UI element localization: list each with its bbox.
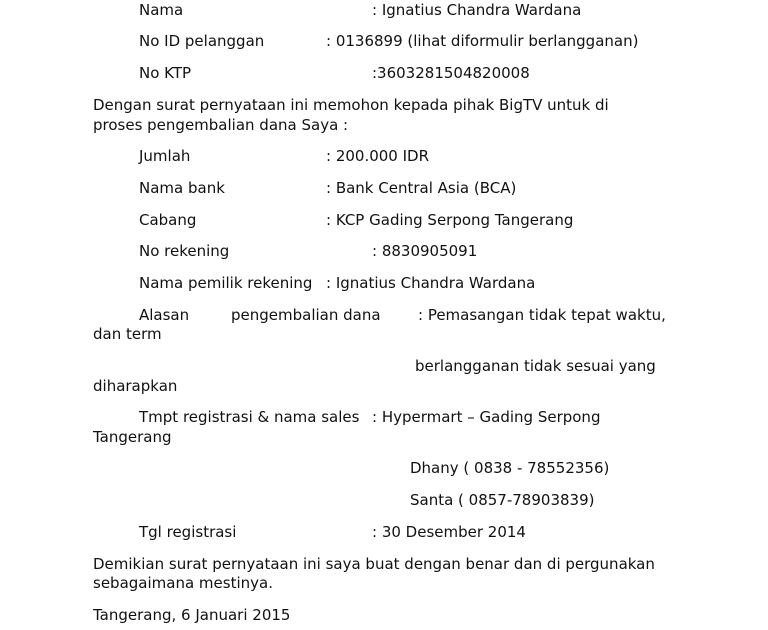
cabang-label: Cabang bbox=[139, 211, 197, 229]
jumlah-label: Jumlah bbox=[139, 147, 191, 165]
bank-label: Nama bank bbox=[139, 179, 225, 197]
intro-line-1: Dengan surat pernyataan ini memohon kepada pihak BigTV untuk di bbox=[93, 96, 609, 114]
sales-2: Santa ( 0857-78903839) bbox=[410, 491, 595, 509]
no-ktp-value: :3603281504820008 bbox=[372, 64, 530, 82]
no-id-value: : 0136899 (lihat diformulir berlangganan) bbox=[326, 32, 639, 50]
alasan-value-1: : Pemasangan tidak tepat waktu, bbox=[418, 306, 666, 324]
place-date: Tangerang, 6 Januari 2015 bbox=[93, 606, 291, 624]
pemilik-label: Nama pemilik rekening bbox=[139, 274, 313, 292]
alasan-value-3: berlangganan tidak sesuai yang bbox=[415, 357, 656, 375]
alasan-label-1: Alasan bbox=[139, 306, 190, 324]
rekening-label: No rekening bbox=[139, 242, 230, 260]
tgl-registrasi-label: Tgl registrasi bbox=[139, 523, 237, 541]
alasan-value-2: dan term bbox=[93, 325, 162, 343]
intro-line-2: proses pengembalian dana Saya : bbox=[93, 116, 349, 134]
bank-value: : Bank Central Asia (BCA) bbox=[326, 179, 517, 197]
cabang-value: : KCP Gading Serpong Tangerang bbox=[326, 211, 574, 229]
closing-line-2: sebagaimana mestinya. bbox=[93, 574, 273, 592]
no-id-label: No ID pelanggan bbox=[139, 32, 265, 50]
tmpt-registrasi-value-2: Tangerang bbox=[93, 428, 172, 446]
tmpt-registrasi-label: Tmpt registrasi & nama sales bbox=[139, 408, 360, 426]
tmpt-registrasi-value-1: : Hypermart – Gading Serpong bbox=[372, 408, 601, 426]
pemilik-value: : Ignatius Chandra Wardana bbox=[326, 274, 536, 292]
nama-label: Nama bbox=[139, 1, 184, 19]
sales-1: Dhany ( 0838 - 78552356) bbox=[410, 459, 610, 477]
alasan-value-4: diharapkan bbox=[93, 377, 178, 395]
jumlah-value: : 200.000 IDR bbox=[326, 147, 430, 165]
tgl-registrasi-value: : 30 Desember 2014 bbox=[372, 523, 526, 541]
closing-line-1: Demikian surat pernyataan ini saya buat dengan benar dan di pergunakan bbox=[93, 555, 655, 573]
rekening-value: : 8830905091 bbox=[372, 242, 478, 260]
alasan-label-2: pengembalian dana bbox=[231, 306, 381, 324]
no-ktp-label: No KTP bbox=[139, 64, 192, 82]
nama-value: : Ignatius Chandra Wardana bbox=[372, 1, 582, 19]
